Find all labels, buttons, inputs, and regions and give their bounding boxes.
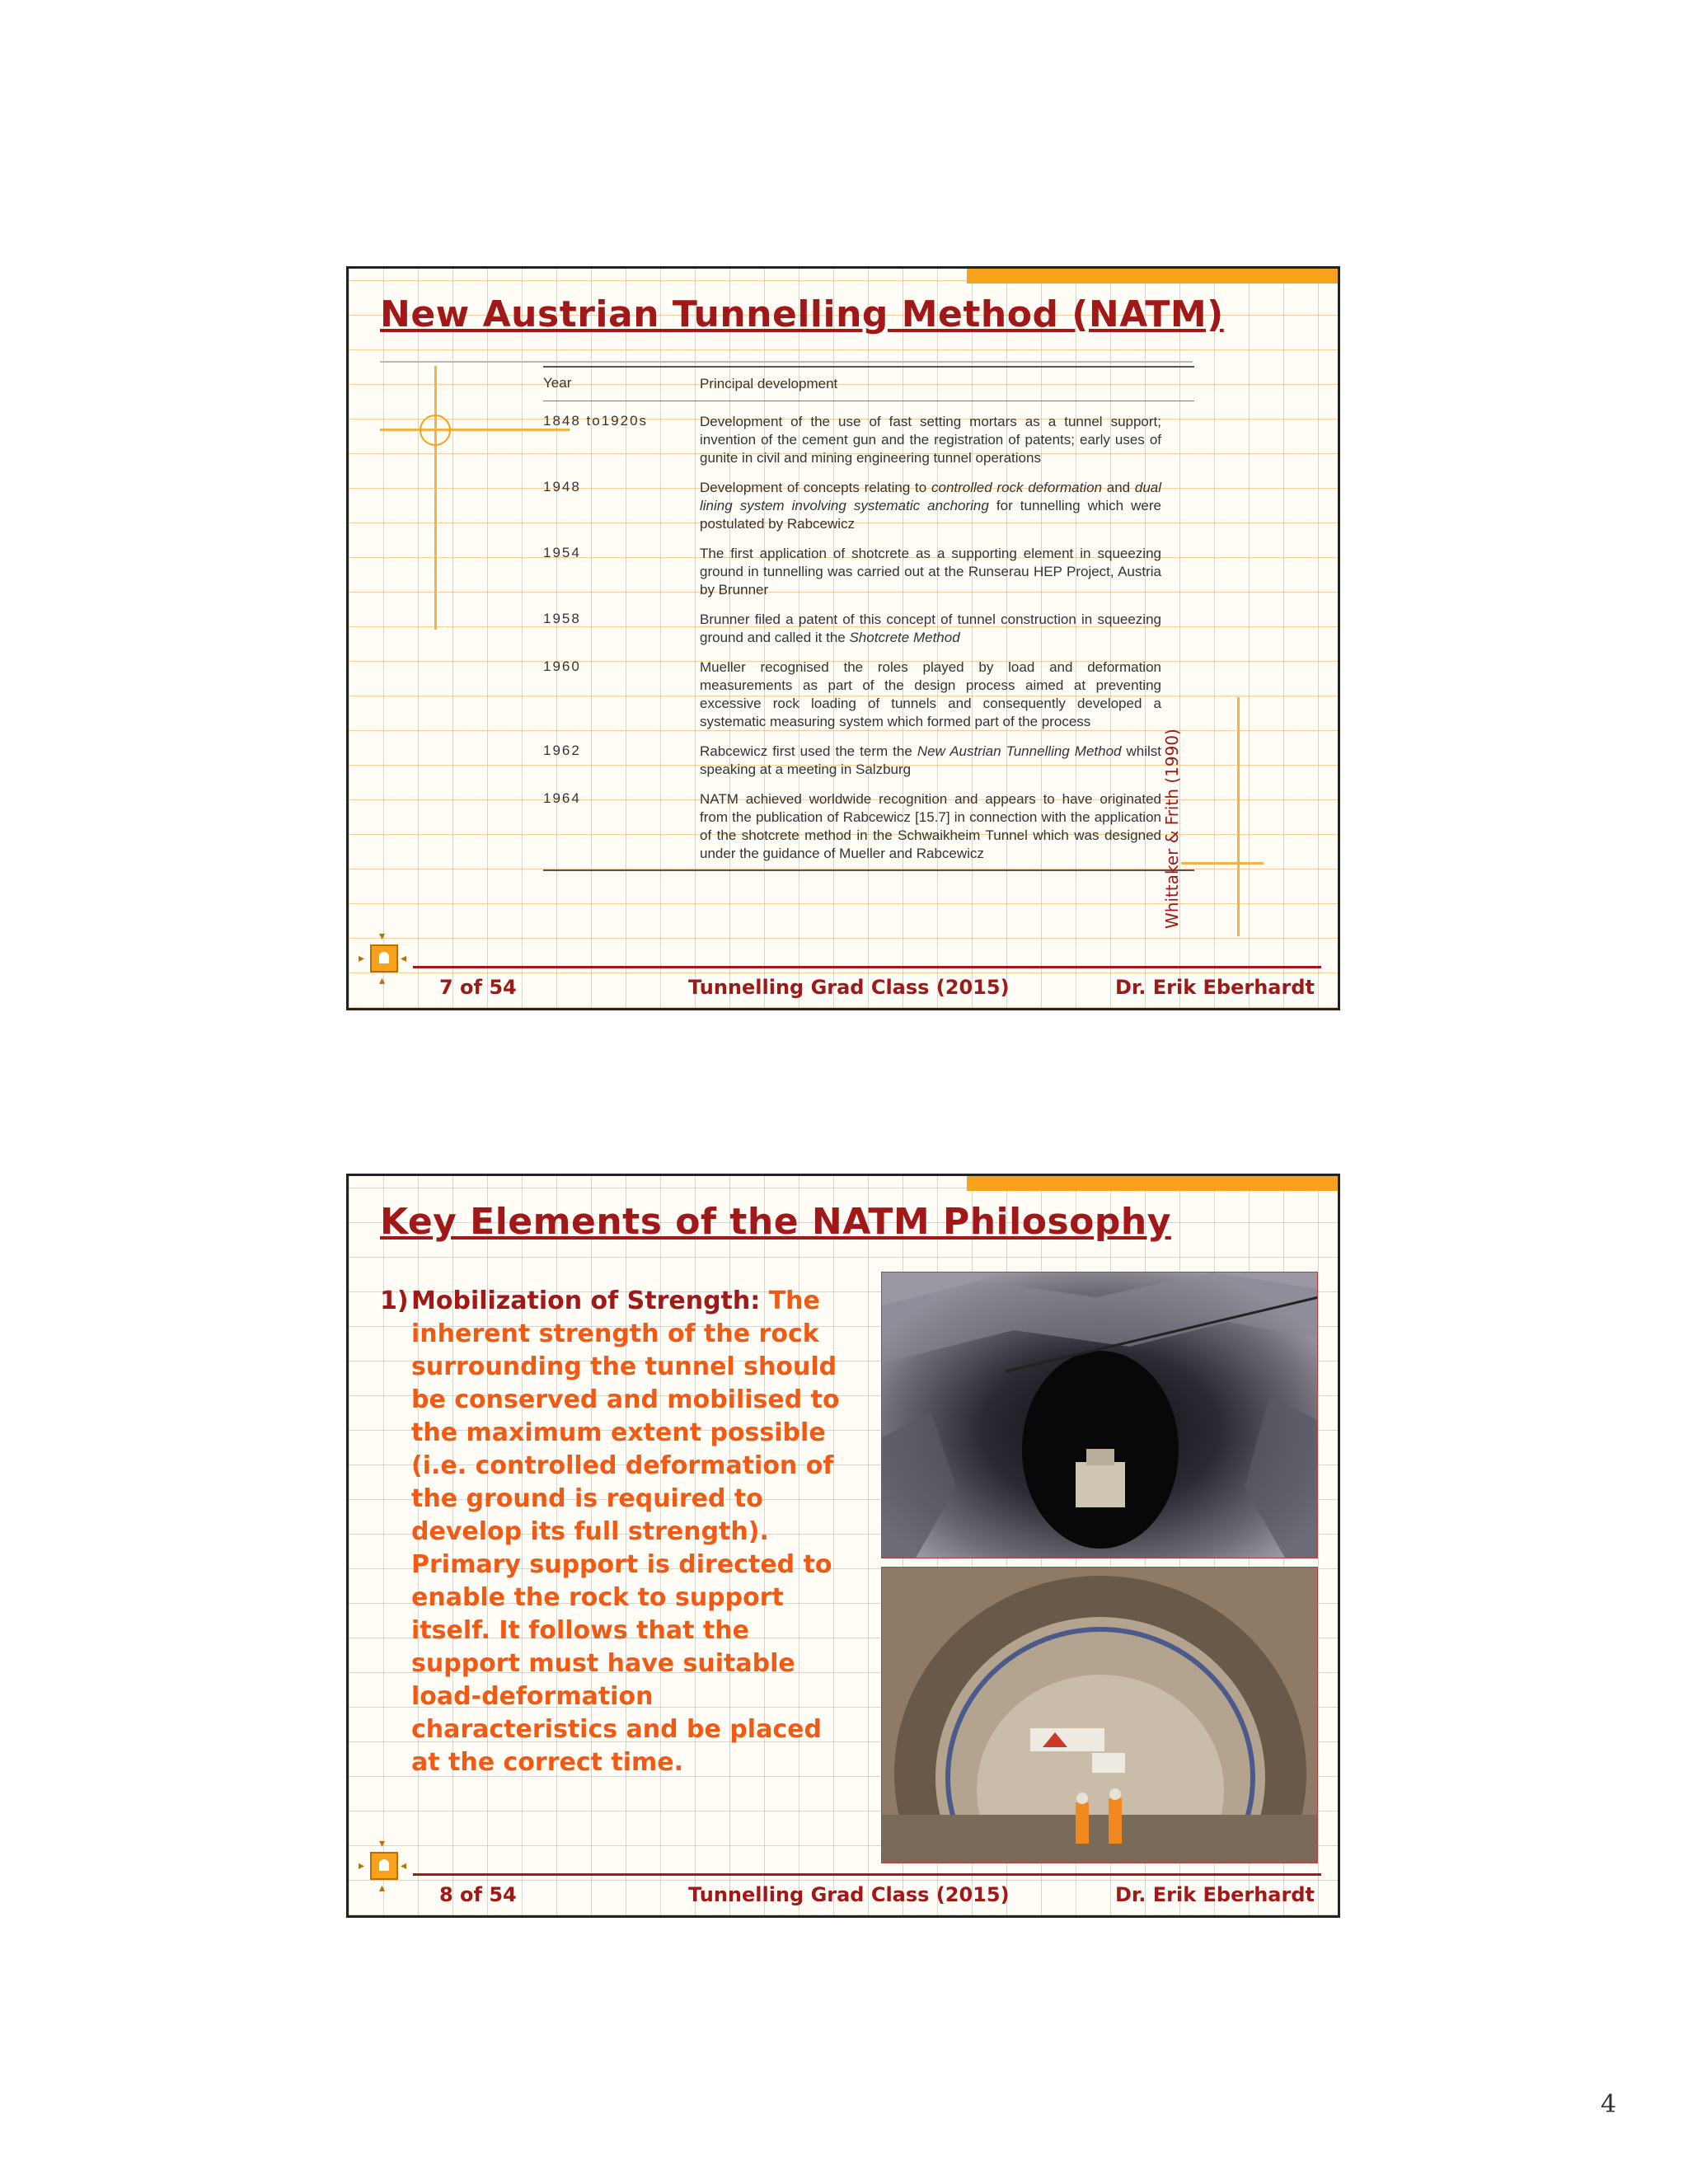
tunnel-logo-icon: [370, 1852, 398, 1880]
table-row: [543, 647, 1194, 731]
arrow-right-icon: ▸: [359, 952, 365, 965]
footer-rule: [413, 1873, 1321, 1876]
arrow-down-icon: ▾: [379, 1837, 386, 1850]
header-development: Principal development: [700, 376, 838, 391]
title-rule: [380, 361, 1193, 363]
decorative-line: [380, 429, 570, 431]
key-point-text: The inherent strength of the rock surrounding the tunnel should be conserved and mobilised to the maximum extent possible (i.e. controlled deformation of the ground is required to develop its full strength). Primary support is directed to enable the rock to support itself. It follows that the support must have suitable load-deformation characteristics and be placed at the correct time.: [411, 1286, 840, 1777]
slide-title: Key Elements of the NATM Philosophy: [380, 1201, 1171, 1243]
slide-7: [346, 266, 1340, 1010]
page-number: 4: [1601, 2090, 1617, 2119]
key-point-body: [411, 1285, 842, 1779]
key-point-heading: Mobilization of Strength:: [411, 1286, 761, 1315]
table-row: [543, 401, 1194, 467]
row-development: NATM achieved worldwide recognition and appears to have originated from the publication of Rabcewicz [15.7] in connection with the application of the shotcrete method in the Schwaikheim Tunnel which was designed under the guidance of Mueller and Rabcewicz: [700, 791, 1161, 861]
slide-title: New Austrian Tunnelling Method (NATM): [380, 293, 1224, 335]
row-development: Rabcewicz first used the term the New Austrian Tunnelling Method whilst speaking at a meeting in Salzburg: [700, 743, 1162, 777]
slide-accent-bar: [967, 269, 1338, 284]
tunnel-excavation-photo: [881, 1272, 1318, 1558]
row-year: 1954: [543, 545, 581, 560]
arrow-up-icon: ▴: [379, 1882, 386, 1895]
side-citation: Whittaker & Frith (1990): [1162, 729, 1182, 929]
table-row: [543, 467, 1194, 533]
tunnel-logo-icon: [370, 944, 398, 972]
decorative-line: [1237, 697, 1240, 936]
footer-course: Tunnelling Grad Class (2015): [688, 1883, 1010, 1906]
row-year: 1964: [543, 790, 581, 806]
key-point-number: 1): [380, 1286, 409, 1315]
row-year: 1948: [543, 479, 581, 494]
footer-page: 8 of 54: [439, 1883, 517, 1906]
arrow-down-icon: ▾: [379, 930, 386, 943]
arrow-left-icon: ◂: [401, 952, 407, 965]
tunnel-support-ring-photo: [881, 1567, 1318, 1863]
table-row: [543, 533, 1194, 599]
table-row: [543, 731, 1194, 779]
row-development: Brunner filed a patent of this concept of tunnel construction in squeezing ground and called it the Shotcrete Method: [700, 612, 1161, 645]
decorative-circle: [420, 415, 451, 446]
header-year: Year: [543, 375, 572, 391]
arrow-up-icon: ▴: [379, 974, 386, 987]
arrow-right-icon: ▸: [359, 1859, 365, 1872]
arrow-left-icon: ◂: [401, 1859, 407, 1872]
decorative-line: [434, 366, 437, 630]
history-table: [543, 366, 1194, 871]
footer-rule: [413, 966, 1321, 968]
row-development: Development of the use of fast setting mortars as a tunnel support; invention of the cement gun and the registration of patents; early uses of gunite in civil and mining engineering tunnel operations: [700, 414, 1161, 466]
table-row: [543, 599, 1194, 647]
footer-author: Dr. Erik Eberhardt: [1114, 976, 1315, 999]
footer-page: 7 of 54: [439, 976, 517, 999]
row-year: 1848 to1920s: [543, 413, 649, 429]
key-point: [380, 1285, 842, 1779]
footer-author: Dr. Erik Eberhardt: [1114, 1883, 1315, 1906]
slide-accent-bar: [967, 1176, 1338, 1191]
slide-8: [346, 1174, 1340, 1918]
row-year: 1962: [543, 743, 581, 758]
row-development: The first application of shotcrete as a supporting element in squeezing ground in tunnelling was carried out at the Runserau HEP Project, Austria by Brunner: [700, 546, 1161, 598]
row-year: 1958: [543, 611, 581, 626]
footer-course: Tunnelling Grad Class (2015): [688, 976, 1010, 999]
row-development: Development of concepts relating to controlled rock deformation and dual lining system involving systematic anchoring for tunnelling which were postulated by Rabcewicz: [700, 480, 1162, 532]
row-development: Mueller recognised the roles played by load and deformation measurements as part of the design process aimed at preventing excessive rock loading of tunnels and consequently developed a systematic measuring system which formed part of the process: [700, 659, 1161, 729]
table-header-row: [543, 366, 1194, 401]
table-row: [543, 779, 1194, 871]
row-year: 1960: [543, 658, 581, 674]
